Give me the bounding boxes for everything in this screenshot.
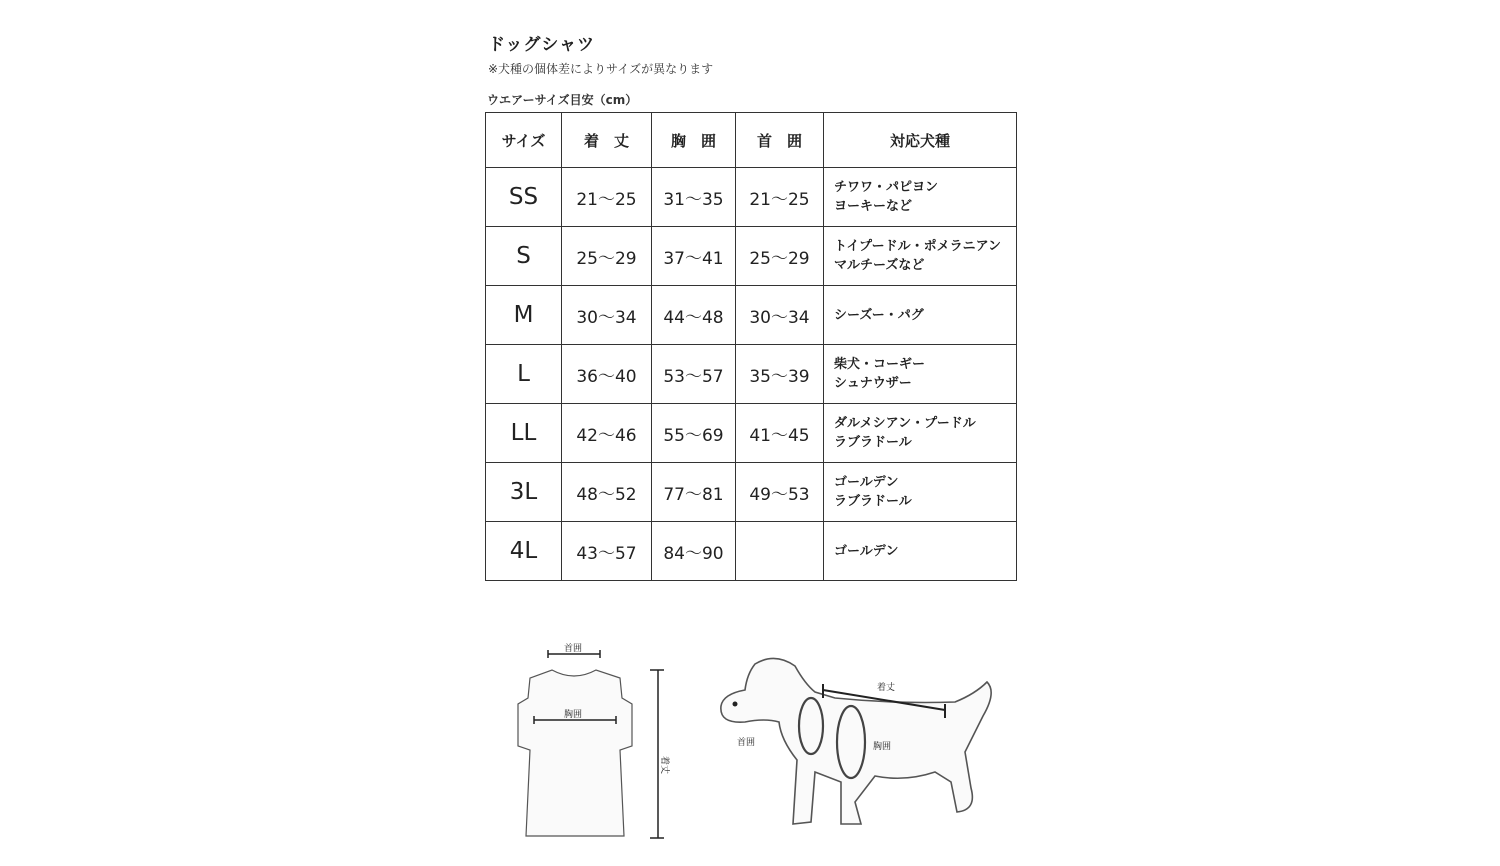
breed-line: ダルメシアン・プードル [834, 416, 976, 431]
breed-line: ゴールデン [834, 543, 899, 559]
table-row [486, 463, 1017, 522]
breed-line: チワワ・パピヨン [834, 180, 939, 195]
header-breeds: 対応犬種 [824, 113, 1017, 168]
header-chest: 胸 囲 [652, 113, 736, 168]
breed-line: ヨーキーなど [834, 199, 913, 214]
shirt-diagram [500, 638, 680, 848]
table-row [486, 286, 1017, 345]
table-row [486, 168, 1017, 227]
table-row [486, 227, 1017, 286]
size-table [485, 112, 1017, 581]
cell-chest: 77〜81 [652, 463, 736, 522]
shirt-length-label: 着丈 [659, 756, 669, 775]
cell-size: SS [486, 168, 562, 227]
table-row [486, 522, 1017, 581]
cell-size: 3L [486, 463, 562, 522]
table-header-row [486, 113, 1017, 168]
dog-chest-label: 胸囲 [873, 742, 892, 752]
cell-length: 48〜52 [562, 463, 652, 522]
cell-size: LL [486, 404, 562, 463]
cell-chest: 55〜69 [652, 404, 736, 463]
shirt-outline [518, 670, 632, 836]
breed-line: シーズー・パグ [834, 307, 924, 323]
cell-breeds [824, 345, 1017, 404]
cell-size: L [486, 345, 562, 404]
dog-length-label: 着丈 [877, 683, 896, 693]
breed-line: ラブラドール [834, 435, 912, 450]
table-caption: ウエアーサイズ目安（cm） [487, 93, 638, 107]
cell-chest: 44〜48 [652, 286, 736, 345]
cell-breeds [824, 227, 1017, 286]
cell-size: M [486, 286, 562, 345]
header-length: 着 丈 [562, 113, 652, 168]
cell-breeds [824, 286, 1017, 345]
dog-nose [733, 702, 738, 707]
breed-line: マルチーズなど [834, 258, 925, 273]
breed-line: トイプードル・ポメラニアン [834, 239, 1002, 254]
cell-length: 43〜57 [562, 522, 652, 581]
cell-length: 42〜46 [562, 404, 652, 463]
cell-chest: 31〜35 [652, 168, 736, 227]
cell-breeds [824, 168, 1017, 227]
table-row [486, 404, 1017, 463]
cell-size: 4L [486, 522, 562, 581]
page-title: ドッグシャツ [488, 35, 595, 55]
shirt-neck-label: 首囲 [564, 644, 583, 654]
cell-length: 30〜34 [562, 286, 652, 345]
cell-neck: 49〜53 [736, 463, 824, 522]
dog-neck-label: 首囲 [737, 738, 756, 748]
cell-chest: 37〜41 [652, 227, 736, 286]
cell-neck: 21〜25 [736, 168, 824, 227]
dog-outline [721, 658, 991, 824]
table-row [486, 345, 1017, 404]
cell-neck: 41〜45 [736, 404, 824, 463]
cell-breeds [824, 404, 1017, 463]
cell-chest: 53〜57 [652, 345, 736, 404]
cell-neck: 35〜39 [736, 345, 824, 404]
cell-size: S [486, 227, 562, 286]
cell-breeds [824, 522, 1017, 581]
dog-diagram [715, 652, 1005, 842]
shirt-chest-label: 胸囲 [564, 710, 583, 720]
cell-neck: 25〜29 [736, 227, 824, 286]
cell-chest: 84〜90 [652, 522, 736, 581]
breed-line: シュナウザー [834, 376, 912, 391]
cell-neck: 30〜34 [736, 286, 824, 345]
cell-length: 36〜40 [562, 345, 652, 404]
size-note: ※犬種の個体差によりサイズが異なります [488, 62, 714, 76]
cell-length: 21〜25 [562, 168, 652, 227]
cell-neck [736, 522, 824, 581]
breed-line: ラブラドール [834, 494, 912, 509]
cell-length: 25〜29 [562, 227, 652, 286]
breed-line: 柴犬・コーギー [834, 357, 926, 372]
breed-line: ゴールデン [834, 475, 899, 490]
header-size: サイズ [486, 113, 562, 168]
header-neck: 首 囲 [736, 113, 824, 168]
cell-breeds [824, 463, 1017, 522]
